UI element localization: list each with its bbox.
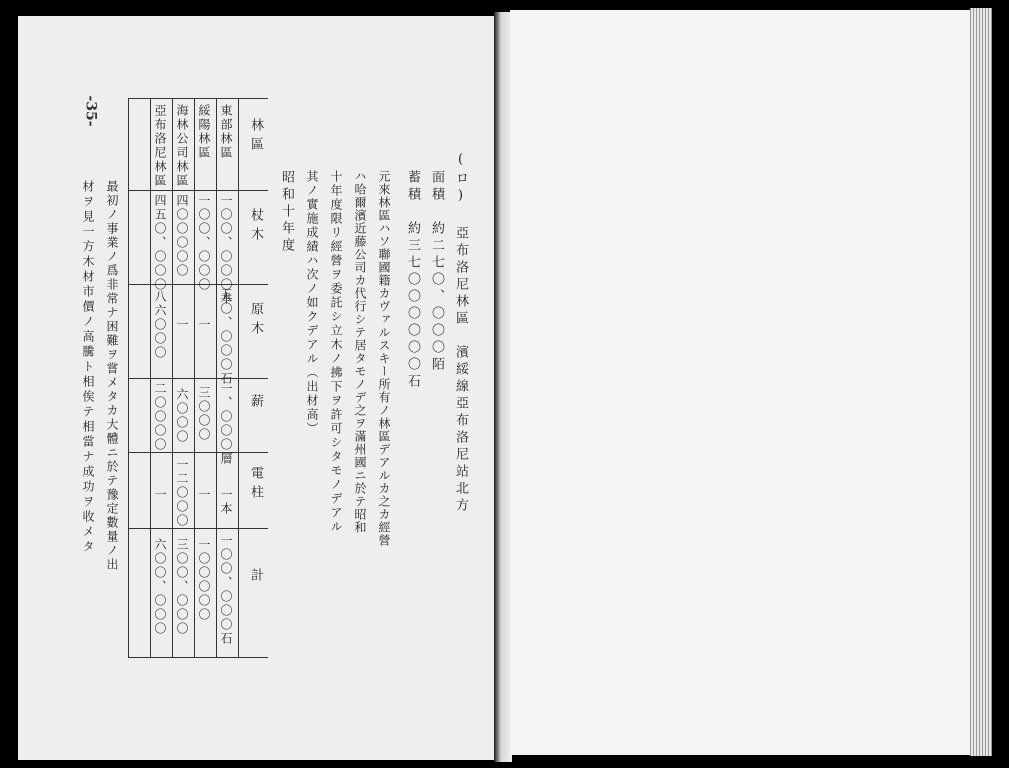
- table-rule: [128, 190, 268, 191]
- table-cell: 一: [197, 318, 211, 332]
- table-header: 杖木: [248, 208, 263, 246]
- section-title: (ロ) 亞布洛尼林區 濱綏線亞布洛尼站北方: [453, 152, 468, 515]
- page-edges: [970, 8, 992, 756]
- table-cell: 一: [197, 488, 211, 502]
- table-cell: 三〇〇〇: [197, 386, 211, 442]
- table-cell: 四五〇、〇〇〇: [153, 194, 167, 292]
- right-page-blank: [510, 10, 975, 755]
- table-rule: [128, 98, 268, 99]
- table-cell: 一〇〇〇〇〇: [197, 538, 211, 622]
- table-rule: [128, 452, 268, 453]
- table-rule: [128, 378, 268, 379]
- table-cell: 一〇〇、〇〇〇石: [219, 534, 233, 646]
- table-cell: 一〇〇、〇〇〇: [197, 194, 211, 292]
- table-cell: 綏陽林區: [197, 104, 211, 160]
- forest-output-table: [128, 98, 268, 658]
- table-cell: 五〇、〇〇〇石: [219, 288, 233, 386]
- body-line: 蓄積 約三七〇〇〇〇〇〇石: [405, 170, 420, 391]
- table-cell: 一: [153, 488, 167, 502]
- table-cell: 一二〇〇〇: [175, 458, 189, 528]
- table-cell: 一〇〇、〇〇〇本: [219, 194, 233, 306]
- table-header: 原木: [248, 302, 263, 340]
- body-line: 昭和十年度: [279, 170, 294, 255]
- table-cell: 二〇〇〇〇: [153, 382, 167, 452]
- table-cell: 六〇〇、〇〇〇: [153, 538, 167, 636]
- table-cell: 一: [175, 318, 189, 332]
- table-cell: 三〇〇、〇〇〇: [175, 538, 189, 636]
- body-line: ハ哈爾濱近藤公司カ代行シテ居タモノデ之ヲ滿州國ニ於テ昭和: [353, 170, 367, 534]
- table-cell: 一本: [219, 488, 233, 516]
- table-header: 薪: [248, 394, 263, 413]
- body-line: 面積 約二七〇、〇〇〇陌: [429, 170, 444, 374]
- table-cell: 四〇〇〇〇〇: [175, 194, 189, 278]
- table-cell: 亞布洛尼林區: [153, 104, 167, 188]
- footer-line: 材ヲ見一方木材市價ノ高騰ト相俟テ相當ナ成功ヲ收メタ: [81, 180, 95, 555]
- table-rule: [128, 528, 268, 529]
- table-cell: 東部林區: [219, 104, 233, 160]
- body-line: 元來林區ハソ聯國籍カヴァルスキー所有ノ林區デアルカ之カ經營: [377, 170, 391, 547]
- body-line: 十年度限リ經營ヲ委託シ立木ノ拂下ヲ許可シタモノデアル: [329, 170, 343, 534]
- table-header: 計: [248, 568, 263, 587]
- table-cell: 一、〇〇〇層: [219, 382, 233, 466]
- table-header: 林區: [248, 118, 263, 156]
- page-number: -35-: [82, 95, 99, 127]
- table-header: 電柱: [248, 466, 263, 504]
- footer-line: 最初ノ事業ノ爲非常ナ困難ヲ嘗メタカ大體ニ於テ豫定數量ノ出: [105, 180, 119, 572]
- body-line: 其ノ實施成績ハ次ノ如クデアル（出材高）: [305, 170, 319, 436]
- table-rule: [128, 657, 268, 658]
- table-cell: 六〇〇〇: [175, 388, 189, 444]
- table-cell: 海林公司林區: [175, 104, 189, 188]
- table-cell: 八六〇〇〇: [153, 290, 167, 360]
